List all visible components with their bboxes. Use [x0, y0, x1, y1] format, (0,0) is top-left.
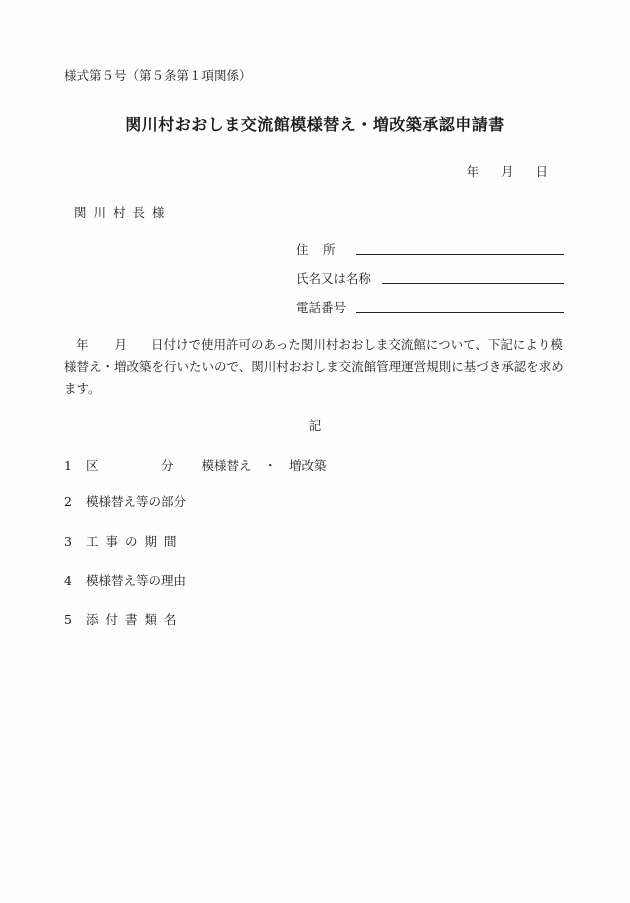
- date-day: 日: [535, 164, 548, 179]
- item-number: 5: [64, 612, 72, 627]
- date-month: 月: [500, 164, 514, 179]
- address-field[interactable]: [356, 254, 564, 255]
- body-year: 年: [76, 337, 89, 352]
- document-title: 関川村おおしま交流館模様替え・増改築承認申請書: [125, 115, 505, 134]
- item-number: 4: [64, 573, 72, 588]
- item-number: 1: [64, 458, 72, 473]
- item-label: 工事の期間: [86, 534, 184, 549]
- item-number: 2: [64, 494, 72, 509]
- addressee: 関川村長様: [74, 205, 172, 220]
- name-label: 氏名又は名称: [296, 271, 372, 286]
- item-number: 3: [64, 534, 72, 549]
- date-line: [466, 162, 548, 180]
- item-renovation-reason: [64, 571, 186, 589]
- form-number: 様式第５号（第５条第１項関係）: [64, 68, 252, 83]
- body-text: 日付けで使用許可のあった関川村おおしま交流館について、下記により模様替え・増改築を行いたいので、関川村おおしま交流館管理運営規則に基づき承認を求めます。: [64, 337, 564, 396]
- item-renovation-part: [64, 492, 186, 510]
- item-construction-period: [64, 532, 184, 550]
- item-label: 区 分: [86, 458, 174, 473]
- item-classification: [64, 456, 327, 474]
- name-field[interactable]: [382, 283, 564, 284]
- phone-label: 電話番号: [296, 300, 347, 315]
- body-month: 月: [114, 337, 128, 352]
- item-label: 添付書類名: [86, 612, 184, 627]
- item-label: 模様替え等の理由: [86, 573, 187, 588]
- request-paragraph: [64, 334, 564, 400]
- item-label: 模様替え等の部分: [86, 494, 187, 509]
- address-label: 住 所: [296, 242, 337, 257]
- item-value: 模様替え ・ 増改築: [201, 458, 327, 473]
- date-year: 年: [466, 164, 479, 179]
- ki-heading: 記: [308, 418, 322, 433]
- phone-field[interactable]: [356, 312, 564, 313]
- item-attachments: [64, 610, 184, 628]
